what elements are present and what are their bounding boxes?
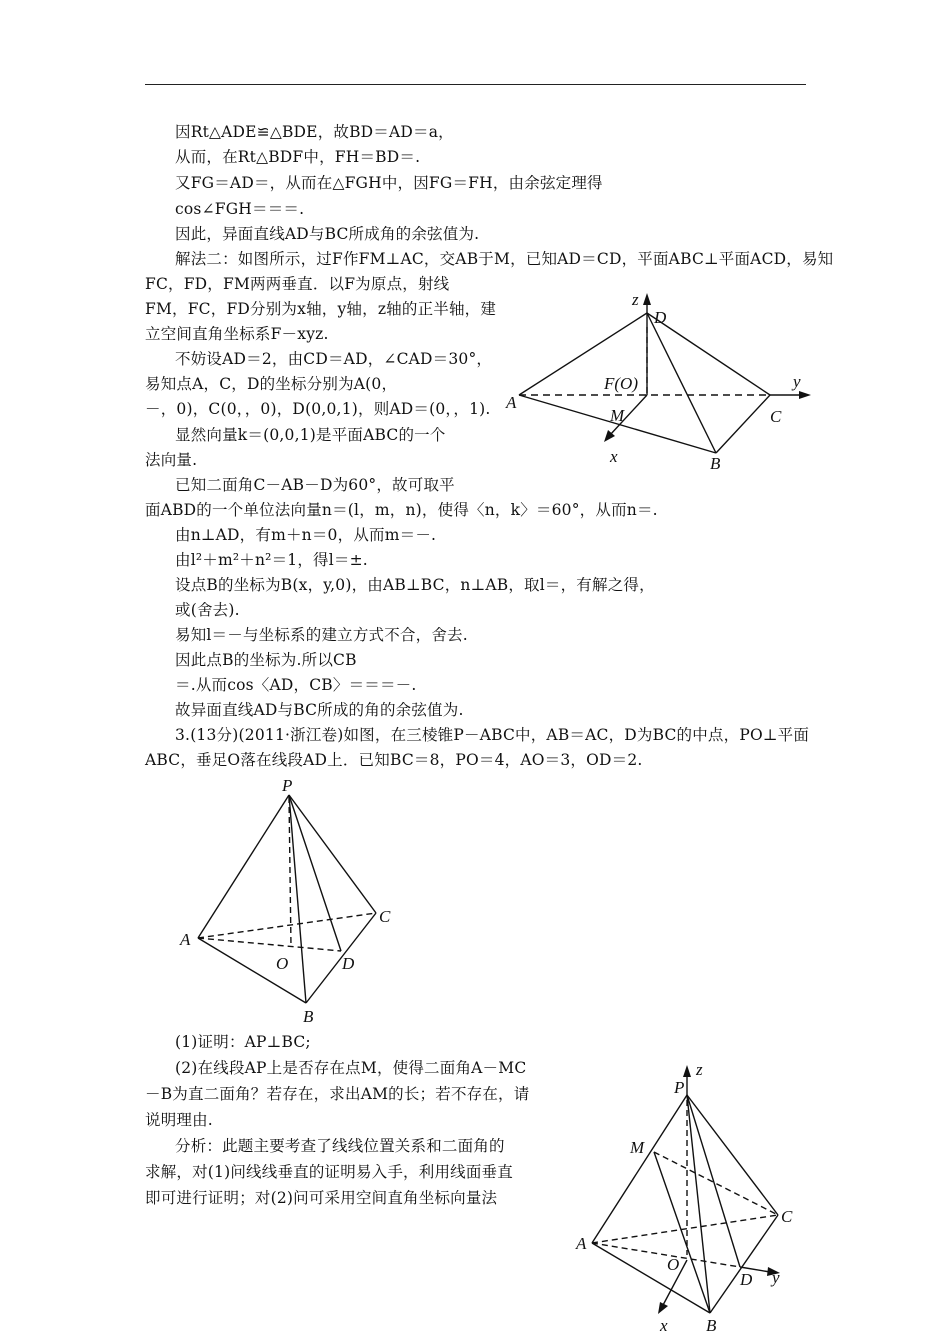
pc-edge <box>289 795 376 913</box>
text-line: 已知二面角C－AB－D为60°，故可取平 <box>175 476 455 494</box>
pc-edge <box>687 1095 778 1215</box>
ab-edge <box>592 1243 710 1313</box>
fig1-label: M <box>610 406 625 425</box>
fig2-label: D <box>342 954 355 973</box>
text-line: cos∠FGH＝＝＝. <box>175 200 305 218</box>
ab-edge <box>198 938 306 1003</box>
figure-2-diagram <box>170 775 410 1030</box>
fig3-label: M <box>630 1138 645 1157</box>
text-line: 故异面直线AD与BC所成的角的余弦值为. <box>175 701 464 719</box>
ad-dashed-line <box>592 1243 740 1267</box>
z-arrow <box>643 293 651 305</box>
ac-dashed-line <box>198 913 376 938</box>
fig2-label: P <box>282 776 293 795</box>
figure-3-diagram <box>570 1055 810 1340</box>
fig1-label: F(O) <box>604 374 638 393</box>
text-line: 由l²＋m²＋n²＝1，得l＝±. <box>175 551 368 569</box>
pb-edge <box>289 795 306 1003</box>
ac-dashed-line <box>592 1215 778 1243</box>
text-line: 由n⊥AD，有m＋n＝0，从而m＝－. <box>175 526 437 544</box>
text-line: 因此点B的坐标为.所以CB <box>175 651 357 669</box>
text-line: 分析：此题主要考查了线线位置关系和二面角的 <box>175 1137 505 1155</box>
fig1-label: C <box>770 407 782 426</box>
text-line: 设点B的坐标为B(x，y,0)，由AB⊥BC，n⊥AB，取l＝，有解之得， <box>175 576 655 594</box>
text-line: 不妨设AD＝2，由CD＝AD，∠CAD＝30°， <box>175 350 493 368</box>
z-arrow <box>683 1065 691 1077</box>
fig3-label: B <box>706 1316 717 1335</box>
cb-edge <box>716 395 770 453</box>
text-line: 从而，在Rt△BDF中，FH＝BD＝. <box>175 148 421 166</box>
cb-edge <box>710 1215 778 1313</box>
text-line: 求解，对(1)问线线垂直的证明易入手，利用线面垂直 <box>145 1163 513 1181</box>
fig3-label: C <box>781 1207 793 1226</box>
db-edge <box>647 313 716 453</box>
text-line: 3.(13分)(2011·浙江卷)如图，在三棱锥P－ABC中，AB＝AC，D为BC的中点，PO⊥平面 <box>175 726 810 744</box>
ad-dashed-line <box>198 938 341 951</box>
text-line: 显然向量k＝(0,0,1)是平面ABC的一个 <box>175 426 446 444</box>
pa-edge <box>198 795 289 938</box>
text-line: 易知点A，C，D的坐标分别为A(0， <box>145 375 398 393</box>
x-arrow <box>658 1302 668 1314</box>
text-line: －B为直二面角？若存在，求出AM的长；若不存在，请 <box>145 1085 530 1103</box>
fig1-label: D <box>654 308 667 327</box>
pd-edge <box>687 1095 740 1267</box>
text-line: FM，FC，FD分别为x轴，y轴，z轴的正半轴，建 <box>145 300 497 318</box>
fig1-label: B <box>710 454 721 473</box>
text-line: 因Rt△ADE≌△BDE，故BD＝AD＝a， <box>175 123 454 141</box>
fig1-label: y <box>793 372 801 391</box>
fig3-label: D <box>740 1270 753 1289</box>
text-line: －，0)，C(0，，0)，D(0,0,1)，则AD＝(0，，1). <box>145 400 491 418</box>
fig1-label: A <box>506 393 517 412</box>
text-line: 易知l＝－与坐标系的建立方式不合，舍去. <box>175 626 468 644</box>
header-rule <box>145 84 806 85</box>
text-line: 面ABD的一个单位法向量n＝(l，m，n)，使得〈n，k〉＝60°，从而n＝. <box>145 501 658 519</box>
text-line: (2)在线段AP上是否存在点M，使得二面角A－MC <box>175 1059 527 1077</box>
text-line: ＝.从而cos〈AD，CB〉＝＝＝－. <box>175 676 417 694</box>
fig3-label: x <box>660 1316 668 1335</box>
text-line: 即可进行证明；对(2)问可采用空间直角坐标向量法 <box>145 1189 498 1207</box>
figure-1-diagram <box>498 285 818 475</box>
fig2-label: C <box>379 907 391 926</box>
fig2-label: A <box>180 930 191 949</box>
cb-edge <box>306 913 376 1003</box>
pd-edge <box>289 795 341 951</box>
fig3-label: y <box>772 1268 780 1287</box>
text-line: 又FG＝AD＝，从而在△FGH中，因FG＝FH，由余弦定理得 <box>175 174 603 192</box>
fig3-label: O <box>667 1255 680 1274</box>
pa-edge <box>592 1095 687 1243</box>
text-line: FC，FD，FM两两垂直．以F为原点，射线 <box>145 275 450 293</box>
fig3-label: P <box>674 1078 685 1097</box>
fig3-label: A <box>576 1234 587 1253</box>
text-line: (1)证明：AP⊥BC; <box>175 1033 311 1051</box>
fig3-label: z <box>696 1060 703 1079</box>
text-line: 或(舍去). <box>175 601 240 619</box>
text-line: ABC，垂足O落在线段AD上．已知BC＝8，PO＝4，AO＝3，OD＝2. <box>145 751 643 769</box>
fig2-label: O <box>276 954 289 973</box>
text-line: 法向量. <box>145 451 198 469</box>
fig1-label: x <box>610 447 618 466</box>
fig1-label: z <box>632 290 639 309</box>
fig2-label: B <box>303 1007 314 1026</box>
text-line: 因此，异面直线AD与BC所成角的余弦值为. <box>175 225 480 243</box>
y-arrow <box>799 391 811 399</box>
text-line: 立空间直角坐标系F－xyz. <box>145 325 329 343</box>
text-line: 解法二：如图所示，过F作FM⊥AC，交AB于M，已知AD＝CD，平面ABC⊥平面ACD，易知 <box>175 250 834 268</box>
text-line: 说明理由. <box>145 1111 213 1129</box>
